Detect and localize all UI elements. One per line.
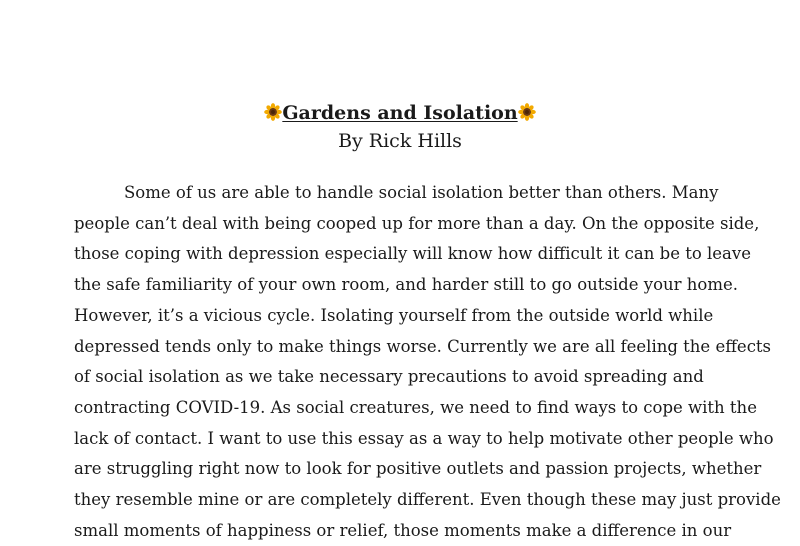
paragraph-line: small moments of happiness or relief, those moments make a difference in our	[74, 520, 732, 540]
paragraph-line: However, it’s a vicious cycle. Isolating yourself from the outside world while	[74, 305, 714, 325]
paragraph-line: the safe familiarity of your own room, and harder still to go outside your home.	[74, 275, 738, 295]
paragraph-line: Some of us are able to handle social isolation better than others. Many	[124, 183, 719, 202]
paragraph-line: contracting COVID-19. As social creatures, we need to find ways to cope with the	[74, 397, 757, 417]
paragraph-line: are struggling right now to look for positive outlets and passion projects, whether	[74, 459, 762, 479]
title-line	[0, 100, 800, 126]
author-byline: By Rick Hills	[338, 130, 462, 152]
paragraph-line: they resemble mine or are completely different. Even though these may just provide	[74, 490, 781, 510]
sunflower-icon	[264, 103, 282, 121]
paragraph-line: of social isolation as we take necessary precautions to avoid spreading and	[74, 367, 704, 387]
document-title: Gardens and Isolation	[282, 102, 518, 124]
paragraph-line: lack of contact. I want to use this essay as a way to help motivate other people who	[74, 428, 774, 448]
sunflower-icon	[518, 103, 536, 121]
essay-paragraph	[74, 178, 781, 546]
paragraph-line: depressed tends only to make things worse. Currently we are all feeling the effects	[74, 336, 772, 356]
paragraph-line: those coping with depression especially will know how difficult it can be to leave	[74, 244, 751, 264]
paragraph-line: people can’t deal with being cooped up for more than a day. On the opposite side,	[74, 213, 760, 233]
